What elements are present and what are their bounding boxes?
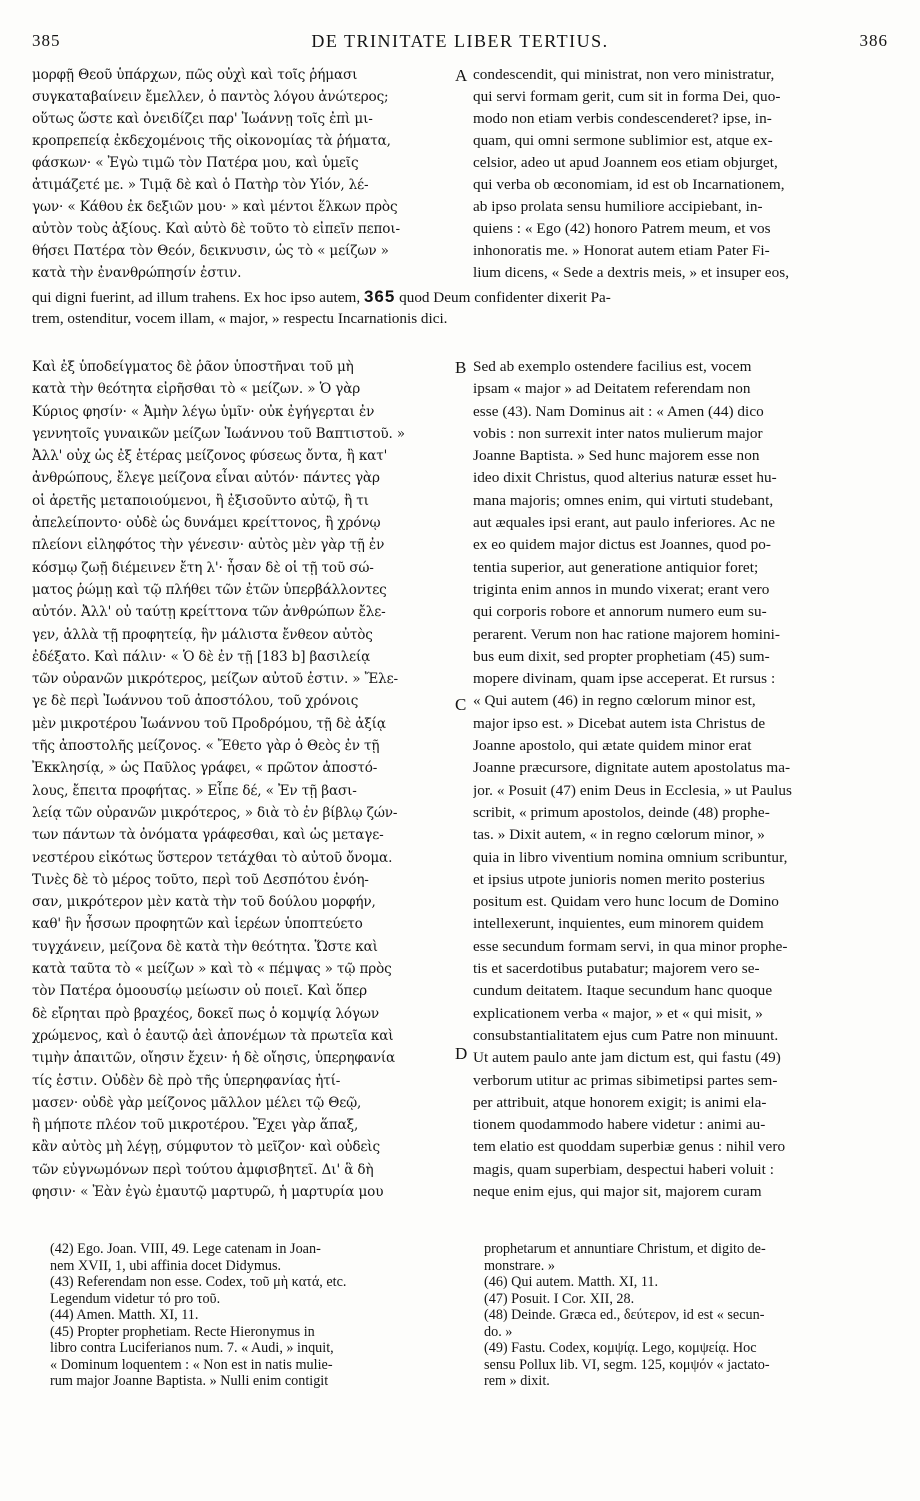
text-line: bus eum dixit, sed propter prophetiam (45) sum-	[473, 647, 770, 665]
page-number-left: 385	[32, 31, 61, 50]
text-line: sensu Pollux lib. VI, segm. 125, κομψόν « jactato-	[484, 1356, 770, 1373]
text-line: modo non etiam verbis condescenderet? ipse, in-	[473, 110, 772, 127]
text-line: κατὰ ταῦτα τὸ « μείζων » καὶ τὸ « πέμψας » τῷ πρὸς	[32, 961, 392, 978]
text-line: perarent. Verum non hac ratione majorem homini-	[473, 625, 780, 643]
text-line: Καὶ ἐξ ὑποδείγματος δὲ ῥᾶον ὑποστῆναι τοῦ μὴ	[32, 359, 354, 375]
text-line: Joanne Baptista. » Sed hunc majorem esse non	[473, 447, 760, 465]
margin-letter-b: B	[455, 358, 467, 377]
text-line: inhonoratis me. » Honorat autem etiam Pater Fi-	[473, 242, 770, 259]
text-line: positum est. Quidam vero hunc locum de Domino	[473, 893, 779, 911]
text-line: mana majoris; omnes enim, qui virtuti studebant,	[473, 491, 774, 509]
text-line: aut æquales ipsi erant, aut paulo inferiores. Ac ne	[473, 514, 775, 532]
text-line: ipsam « major » ad Deitatem referendam non	[473, 380, 751, 398]
running-header	[32, 31, 888, 55]
margin-letter-a: A	[455, 66, 468, 85]
text-line: Τινὲς δὲ τὸ μέρος τοῦτο, περὶ τοῦ Δεσπότου ἐνόη-	[32, 871, 369, 888]
text-line: γεννητοῖς γυναικῶν μείζων Ἰωάννου τοῦ Βαπτιστοῦ. »	[32, 425, 405, 442]
text-line: (47) Posuit. I Cor. XII, 28.	[484, 1290, 635, 1307]
text-line: (46) Qui autem. Matth. XI, 11.	[484, 1274, 659, 1290]
text-line: μορφῇ Θεοῦ ὑπάρχων, πῶς οὐχὶ καὶ τοῖς ῥήμασι	[32, 67, 358, 83]
text-line: qui corporis robore et annorum numero eum su-	[473, 603, 767, 621]
text-line: Legendum videtur τό pro τοῦ.	[50, 1290, 221, 1307]
text-line: libro contra Luciferianos num. 7. « Audi, » inquit,	[50, 1340, 334, 1356]
text-line: κατὰ τὴν ἐνανθρώπησίν ἐστιν.	[32, 265, 242, 281]
page-title: DE TRINITATE LIBER TERTIUS.	[311, 31, 609, 51]
text-line: ex eo quidem major dictus est Joannes, quod po-	[473, 536, 772, 554]
text-line: magis, quam superbiam, despectui haberi voluit :	[473, 1160, 775, 1178]
text-line: celsior, adeo ut apud Joannem eos etiam objurget,	[473, 154, 778, 171]
text-line: μασεν· οὐδὲ γὰρ μείζονος μᾶλλον μέλει τῷ Θεῷ,	[32, 1094, 362, 1111]
text-line: tem elatio est quoddam superbiæ genus : nihil vero	[473, 1138, 786, 1156]
greek-column-main	[32, 356, 458, 1203]
text-line: κροπρεπείᾳ ἐκδεχομένοις τῆς οἰκονομίας τὰ ῥήματα,	[32, 133, 391, 149]
text-line: (45) Propter prophetiam. Recte Hieronymus in	[50, 1323, 315, 1340]
span-text-b: quod Deum confidenter dixerit Pa-	[399, 289, 611, 306]
text-line: τυγχάνειν, μείζονα δὲ κατὰ τὴν θεότητα. Ὥστε καὶ	[32, 938, 378, 955]
text-line: do. »	[484, 1323, 513, 1340]
text-line: esse (43). Nam Dominus ait : « Amen (44) dico	[473, 402, 764, 420]
text-line: rem » dixit.	[484, 1373, 550, 1389]
text-line: τίς ἐστιν. Οὐδὲν δὲ πρὸ τῆς ὑπερηφανίας ἠτί-	[32, 1072, 341, 1089]
full-width-line-2: trem, ostenditur, vocem illam, « major, » respectu Incarnationis dici.	[32, 310, 448, 327]
text-line: συγκαταβαίνειν ἔμελλεν, ὁ παντὸς λόγου ἀνώτερος;	[32, 89, 389, 105]
text-line: νεστέρου εἰκότως ὕστερον τετάχθαι τὸ αὐτοῦ ὄνομα.	[32, 849, 393, 866]
page-number-right: 386	[859, 31, 888, 50]
text-line: (44) Amen. Matth. XI, 11.	[50, 1307, 199, 1323]
text-line: Sed ab exemplo ostendere facilius est, vocem	[473, 358, 752, 375]
text-line: ab ipso prolata sensu humiliore accipiebant, in-	[473, 198, 763, 215]
text-line: cundum deitatem. Itaque secundum hanc quoque	[473, 982, 773, 1000]
text-line: (43) Referendam non esse. Codex, τοῦ μὴ κατά, etc.	[50, 1274, 347, 1290]
text-line: φησιν· « Ἐὰν ἐγὼ ἐμαυτῷ μαρτυρῶ, ἡ μαρτυρία μου	[32, 1183, 384, 1200]
text-line: λείᾳ τῶν οὐρανῶν μικρότερος, » διὰ τὸ ἐν βίβλῳ ζών-	[32, 804, 398, 821]
text-line: των πάντων τὰ ὀνόματα γράφεσθαι, καὶ ὡς μεταγε-	[32, 827, 384, 844]
text-line: neque enim ejus, qui major sit, majorem curam	[473, 1182, 762, 1200]
text-line: ἀνθρώπους, ἔλεγε μείζονα εἶναι αὐτόν· πάντες γὰρ	[32, 470, 380, 487]
text-line: δὲ εἴρηται πρὸ βραχέος, δοκεῖ πως ὁ κομψίᾳ λόγων	[32, 1005, 379, 1022]
text-line: Ut autem paulo ante jam dictum est, qui fastu (49)	[473, 1049, 781, 1067]
text-line: (42) Ego. Joan. VIII, 49. Lege catenam in Joan-	[50, 1241, 321, 1257]
text-line: γεν, ἀλλὰ τῇ προφητείᾳ, ἣν μάλιστα ἔνθεον αὐτὸς	[32, 626, 373, 643]
text-line: monstrare. »	[484, 1257, 555, 1274]
text-line: vobis : non surrexit inter natos mulierum major	[473, 424, 763, 442]
text-line: scribit, « primum apostolos, deinde (48) prophe-	[473, 803, 770, 821]
text-line: καθ' ἣν ἧσσων προφητῶν καὶ ἱερέων ὑποπτεύετο	[32, 916, 363, 933]
column-number: 365	[363, 287, 396, 306]
text-line: Joanne apostolo, qui ætate quidem minor erat	[473, 737, 752, 755]
text-line: triginta enim annos in mundo vixerat; erant vero	[473, 580, 770, 598]
text-line: Κύριος φησίν· « Ἀμὴν λέγω ὑμῖν· οὐκ ἐγήγερται ἐν	[32, 403, 375, 420]
text-line: qui verba ob œconomiam, id est ob Incarnationem,	[473, 176, 785, 193]
text-line: φάσκων· « Ἐγὼ τιμῶ τὸν Πατέρα μου, καὶ ὑμεῖς	[32, 155, 359, 171]
latin-column-top	[473, 64, 889, 284]
text-line: (49) Fastu. Codex, κομψίᾳ. Lego, κομψείᾳ. Hoc	[484, 1340, 757, 1356]
text-line: jor. « Posuit (47) enim Deus in Ecclesia, » ut Paulus	[473, 781, 793, 799]
margin-letter-d: D	[455, 1044, 468, 1063]
text-line: esse secundum formam servi, in qua minor prophe-	[473, 937, 788, 955]
full-width-line-1	[32, 286, 889, 309]
text-line: explicationem verba « major, » et « qui misit, »	[473, 1004, 763, 1022]
text-line: κἂν αὐτὸς μὴ λέγῃ, σύμφυτον τὸ μεῖζον· καὶ οὐδεὶς	[32, 1139, 380, 1156]
text-line: λους, ἔπειτα προφήτας. » Εἶπε δέ, « Ἐν τῇ βασι-	[32, 782, 357, 799]
text-line: γε δὲ περὶ Ἰωάννου τοῦ ἀποστόλου, τοῦ χρόνοις	[32, 693, 359, 710]
text-line: quiens : « Ego (42) honoro Patrem meum, et vos	[473, 220, 771, 237]
text-line: consubstantialitatem ejus cum Patre non minuunt.	[473, 1026, 779, 1044]
text-line: οὕτως ὥστε καὶ ὀνειδίζει παρ' Ἰωάννῃ τοῖς ἐπὶ μι-	[32, 111, 373, 127]
text-line: αὐτόν. Ἀλλ' οὐ ταύτῃ κρείττονα τῶν ἀνθρώπων ἔλε-	[32, 604, 386, 621]
text-line: ἢ μήποτε πλέον τοῦ μικροτέρου. Ἔχει γὰρ ἅπαξ,	[32, 1117, 359, 1134]
text-line: rum major Joanne Baptista. » Nulli enim contigit	[50, 1373, 329, 1389]
text-line: Joanne præcursore, dignitate autem apostolatus ma-	[473, 759, 791, 777]
text-line: μὲν μικροτέρου Ἰωάννου τοῦ Προδρόμου, τῇ δὲ ἀξίᾳ	[32, 715, 386, 732]
text-line: ἀπελείποντο· οὐδὲ ὡς δυνάμει κρείττονος, ἢ χρόνῳ	[32, 515, 381, 532]
text-line: ἀτιμάζετέ με. » Τιμᾷ δὲ καὶ ὁ Πατὴρ τὸν Υἱόν, λέ-	[32, 177, 369, 193]
text-line: αὐτὸν τοὺς ἀξίους. Καὶ αὐτὸ δὲ τοῦτο τὸ εἰπεῖν πεποι-	[32, 221, 400, 237]
text-line: tas. » Dixit autem, « in regno cœlorum minor, »	[473, 826, 765, 844]
text-line: Ἀλλ' οὐχ ὡς ἐξ ἑτέρας μείζονος φύσεως ὄντα, ἢ κατ'	[32, 448, 388, 465]
text-line: Ἐκκλησίᾳ, » ὡς Παῦλος γράφει, « πρῶτον ἀποστό-	[32, 760, 378, 777]
text-line: et ipsius utpote junioris nomen merito posterius	[473, 870, 765, 888]
text-line: intellexerunt, inquientes, eum minorem quidem	[473, 915, 764, 933]
text-line: ideo dixit Christus, quod alterius naturæ esset hu-	[473, 469, 777, 487]
text-line: « Qui autem (46) in regno cœlorum minor est,	[473, 692, 756, 710]
text-line: quia in libro viventium nomina omnium scribuntur,	[473, 848, 788, 866]
text-line: tionem quodammodo habere videtur : animi au-	[473, 1116, 766, 1134]
latin-column-main	[473, 356, 889, 1203]
text-line: τιμὴν ἀπαιτῶν, οἴησιν ἔχειν· ἡ δὲ οἴησις, ὑπερηφανία	[32, 1050, 396, 1067]
text-line: οἱ ἀρετῆς μεταποιούμενοι, ἢ ἐξισοῦντο αὐτῷ, ἢ τι	[32, 492, 369, 509]
text-line: qui servi formam gerit, cum sit in forma Dei, quo-	[473, 88, 781, 105]
text-line: « Dominum loquentem : « Non est in natis mulie-	[50, 1356, 333, 1373]
text-line: major ipso est. » Dicebat autem ista Christus de	[473, 714, 766, 732]
text-line: ἐδέξατο. Καὶ πάλιν· « Ὁ δὲ ἐν τῇ [183 b] βασιλείᾳ	[32, 648, 371, 665]
text-line: quam, qui omni sermone sublimior est, atque ex-	[473, 132, 773, 149]
text-line: τῶν οὐρανῶν μικρότερος, μείζων αὐτοῦ ἐστιν. » Ἔλε-	[32, 671, 398, 688]
text-line: πλείονι εἰληφότος τὴν γένεσιν· αὐτὸς μὲν γὰρ τῇ ἐν	[32, 537, 385, 554]
greek-column-top	[32, 64, 452, 284]
text-line: condescendit, qui ministrat, non vero ministratur,	[473, 66, 775, 83]
text-line: (48) Deinde. Græca ed., δεύτερον, id est « secun-	[484, 1307, 765, 1323]
span-text-a: qui digni fuerint, ad illum trahens. Ex hoc ipso autem,	[32, 289, 361, 306]
text-line: κόσμῳ ζωῇ διέμεινεν ἔτη λ'· ἦσαν δὲ οἱ τῇ τοῦ σώ-	[32, 559, 374, 576]
text-line: nem XVII, 1, ubi affinia docet Didymus.	[50, 1257, 282, 1274]
text-line: γων· « Κάθου ἐκ δεξιῶν μου· » καὶ μέντοι ἕλκων πρὸς	[32, 199, 398, 215]
footnotes-right	[484, 1241, 888, 1390]
text-line: θήσει Πατέρα τὸν Θεόν, δεικνυσιν, ὡς τὸ « μείζων »	[32, 243, 389, 259]
text-line: per attribuit, atque honorem exigit; is animi ela-	[473, 1093, 767, 1111]
text-line: tentia superior, aut generatione antiquior foret;	[473, 558, 759, 576]
text-line: prophetarum et annuntiare Christum, et digito de-	[484, 1241, 766, 1257]
text-line: lium dicens, « Sede a dextris meis, » et insuper eos,	[473, 264, 790, 281]
text-line: mopere divinam, quam ipse acceperat. Et rursus :	[473, 670, 776, 688]
text-line: verborum utitur ac primas sibimetipsi partes sem-	[473, 1071, 778, 1089]
text-line: tis et sacerdotibus putabatur; majorem vero se-	[473, 960, 760, 978]
text-line: σαν, μικρότερον μὲν κατὰ τὴν τοῦ δούλου μορφήν,	[32, 894, 376, 911]
text-line: κατὰ τὴν θεότητα εἰρῆσθαι τὸ « μείζων. » Ὁ γὰρ	[32, 381, 361, 398]
text-line: τὸν Πατέρα ὁμοουσίῳ μείωσιν οὐ ποιεῖ. Καὶ ὅπερ	[32, 983, 368, 1000]
text-line: ματος ῥώμῃ καὶ τῷ πλήθει τῶν ἐτῶν ὑπερβάλλοντες	[32, 581, 387, 598]
text-line: τῆς ἀποστολῆς μείζονος. « Ἔθετο γὰρ ὁ Θεὸς ἐν τῇ	[32, 738, 380, 755]
text-line: τῶν εὐγνωμόνων περὶ τούτου ἀμφισβητεῖ. Δι' ἃ δὴ	[32, 1161, 374, 1178]
text-line: χρώμενος, καὶ ὁ ἑαυτῷ ἀεὶ ἀπονέμων τὰ πρωτεῖα καὶ	[32, 1027, 394, 1044]
margin-letter-c: C	[455, 695, 467, 714]
footnotes-left	[50, 1241, 446, 1390]
